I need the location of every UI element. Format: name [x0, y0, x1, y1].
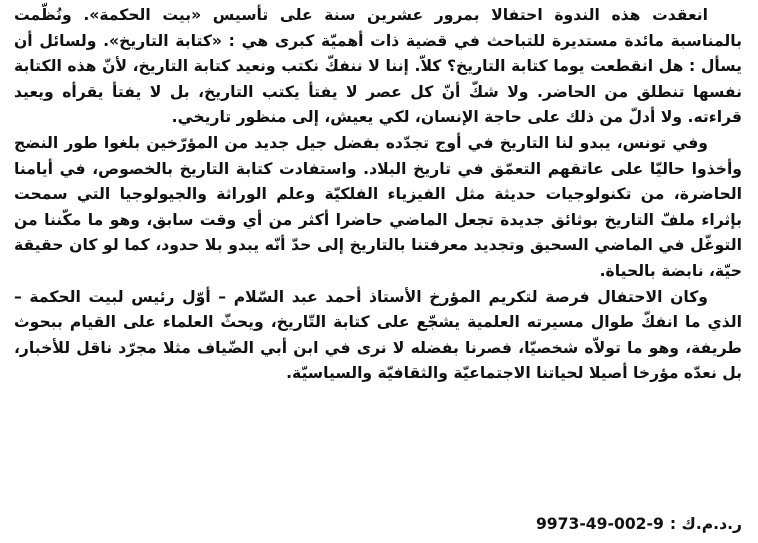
paragraph-3: وكان الاحتفال فرصة لتكريم المؤرخ الأستاذ أحمد عبد السّلام – أوّل رئيس لبيت الحكمة – الذي ما انفكّ طوال مسيرته العلمية يشجّع على كتابة التّاريخ، ويحثّ العلماء على القيام ببحوث طريفة، وهو ما تولاّه شخصيّا، فصرنا بفضله لا نرى في ابن أبي الضّياف مثلا مجرّد ناقل للأخبار، بل نعدّه مؤرخا أصيلا لحياتنا الاجتماعيّة والثقافيّة والسياسيّة. [14, 287, 742, 383]
paragraph-1: انعقدت هذه الندوة احتفالا بمرور عشرين سنة على تأسيس «بيت الحكمة». ونُظّمت بالمناسبة مائدة مستديرة للتباحث في قضية ذات أهميّة كبرى هي : «كتابة التاريخ». ولسائل أن يسأل : هل انقطعت يوما كتابة التاريخ؟ كلاّ. إننا لا ننفكّ نكتب ونعيد كتابة التاريخ، لأنّ هذه الكتابة نفسها تنطلق من الحاضر. ولا شكّ أنّ كل عصر لا يفتأ يكتب التاريخ، بل لا يفتأ يقرأه ويعيد قراءته. ولا أدلّ من ذلك على حاجة الإنسان، لكي يعيش، إلى منظور تاريخي. [14, 6, 742, 127]
document-page [14, 0, 742, 543]
isbn-number: 9973-49-002-9 [535, 515, 664, 533]
isbn-line [536, 512, 742, 536]
document-body [14, 0, 742, 387]
isbn-label: ر.د.م.ك : [669, 515, 742, 533]
paragraph-2: وفي تونس، يبدو لنا التاريخ في أوج تجدّده بفضل جيل جديد من المؤرّخين بلغوا طور النضج وأخذوا حاليّا على عاتقهم التعمّق في تاريخ البلاد. واستفادت كتابة التاريخ بالخصوص، في أيامنا الحاضرة، من تكنولوجيات حديثة مثل الفيزياء الفلكيّة وعلم الوراثة والجيولوجيا التي سمحت بإثراء ملفّ التاريخ بوثائق جديدة تجعل الماضي حاضرا أكثر من أي وقت سابق، وهو ما مكّننا من التوغّل في الماضي السحيق وتجديد معرفتنا بالتاريخ إلى حدّ أنّه يبدو بلا حدود، كما لو كان حقيقة حيّة، نابضة بالحياة. [14, 133, 742, 280]
